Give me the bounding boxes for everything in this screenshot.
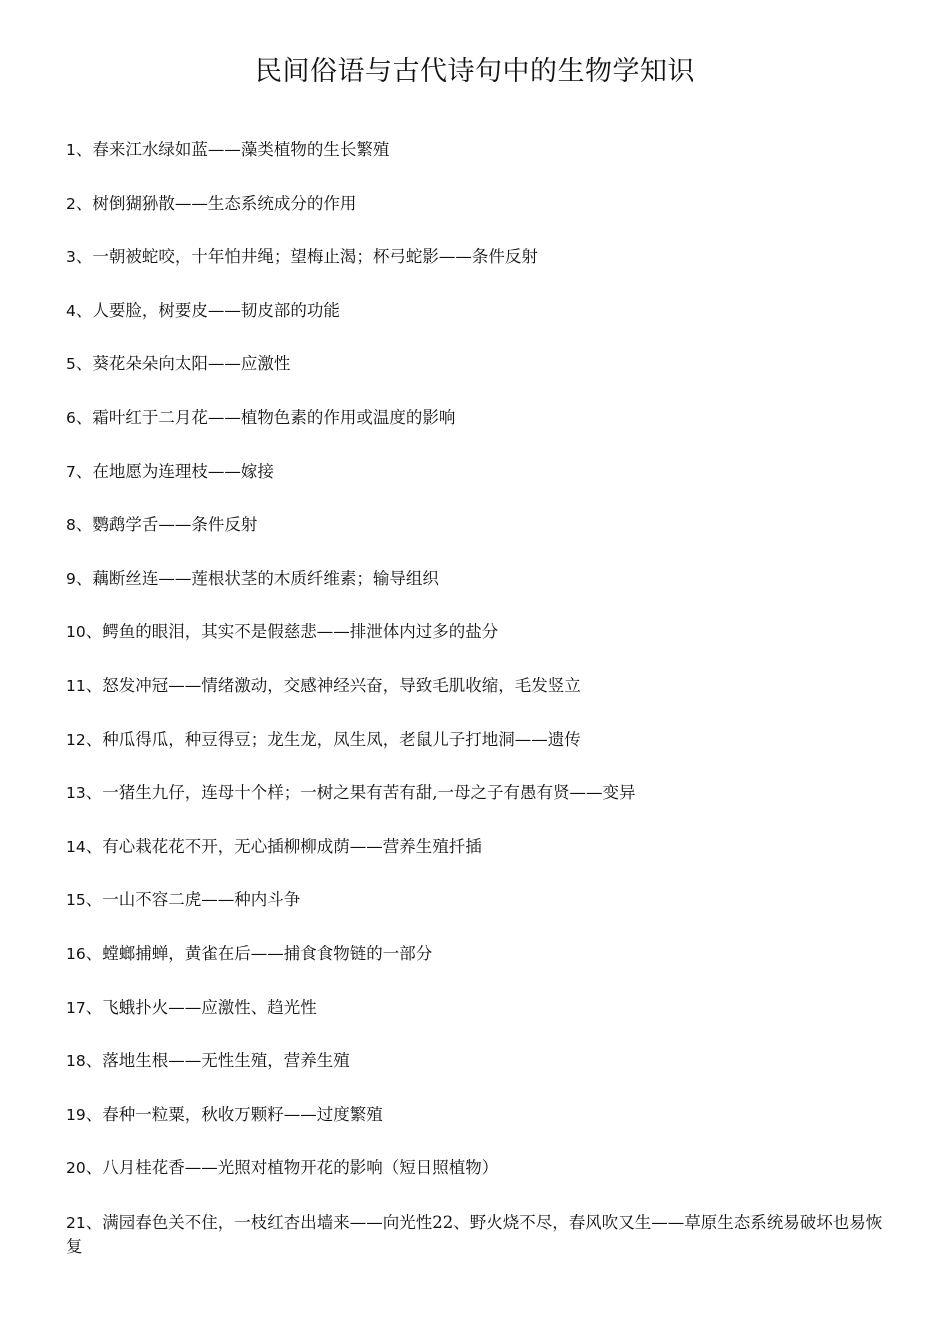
page-title: 民间俗语与古代诗句中的生物学知识 <box>255 56 695 87</box>
list-item <box>66 1205 896 1258</box>
item-text: 、满园春色关不住，一枝红杏出墙来——向光性22、野火烧不尽，春风吹又生——草原生态系统易破坏也易恢复 <box>66 1212 883 1256</box>
item-text: 、藕断丝连——莲根状茎的木质纤维素；输导组织 <box>75 568 439 588</box>
list-item <box>66 669 896 723</box>
list-item <box>66 883 896 937</box>
item-text: 、人要脸，树要皮——韧皮部的功能 <box>75 300 340 320</box>
item-number: 12 <box>66 730 86 749</box>
item-text: 、春来江水绿如蓝——藻类植物的生长繁殖 <box>75 140 390 159</box>
item-number: 14 <box>66 837 86 856</box>
item-number: 8 <box>66 516 76 535</box>
item-number: 21 <box>66 1213 86 1232</box>
item-number: 13 <box>66 784 86 803</box>
item-number: 3 <box>66 248 76 267</box>
list-item <box>66 830 896 884</box>
list-item <box>66 240 896 294</box>
list-item <box>66 723 896 777</box>
item-number: 17 <box>66 998 86 1017</box>
item-text: 、葵花朵朵向太阳——应激性 <box>75 354 291 374</box>
item-text: 、螳螂捕蝉，黄雀在后——捕食食物链的一部分 <box>85 943 433 963</box>
list-item <box>66 294 896 348</box>
item-number: 15 <box>66 891 86 910</box>
list-item <box>66 615 896 669</box>
item-text: 、在地愿为连理枝——嫁接 <box>75 461 274 481</box>
item-text: 、鳄鱼的眼泪，其实不是假慈悲——排泄体内过多的盐分 <box>85 622 499 642</box>
item-number: 2 <box>66 194 76 213</box>
item-number: 10 <box>66 623 86 642</box>
list-item <box>66 1151 896 1205</box>
item-text: 、春种一粒粟，秋收万颗籽——过度繁殖 <box>85 1104 383 1124</box>
item-text: 、八月桂花香——光照对植物开花的影响（短日照植物） <box>85 1158 499 1178</box>
item-text: 、怒发冲冠——情绪激动，交感神经兴奋，导致毛肌收缩，毛发竖立 <box>85 675 581 695</box>
item-number: 18 <box>66 1052 86 1071</box>
item-number: 19 <box>66 1105 86 1124</box>
item-text: 、落地生根——无性生殖，营养生殖 <box>85 1051 350 1071</box>
item-text: 、树倒猢狲散——生态系统成分的作用 <box>75 193 357 213</box>
item-text: 、一朝被蛇咬，十年怕井绳；望梅止渴；杯弓蛇影——条件反射 <box>75 247 538 267</box>
item-text: 、霜叶红于二月花——植物色素的作用或温度的影响 <box>75 407 456 427</box>
item-number: 1 <box>66 141 76 159</box>
item-text: 、一山不容二虎——种内斗争 <box>85 890 301 910</box>
list-item <box>66 1044 896 1098</box>
list-item <box>66 455 896 509</box>
item-text: 、鹦鹉学舌——条件反射 <box>75 515 258 535</box>
item-text: 、种瓜得瓜，种豆得豆；龙生龙，凤生凤，老鼠儿子打地洞——遗传 <box>85 729 581 749</box>
item-number: 7 <box>66 462 76 481</box>
item-text: 、有心栽花花不开，无心插柳柳成荫——营养生殖扦插 <box>85 836 482 856</box>
knowledge-list <box>66 133 896 1258</box>
list-item <box>66 133 896 187</box>
list-item <box>66 401 896 455</box>
list-item <box>66 347 896 401</box>
list-item <box>66 508 896 562</box>
item-number: 16 <box>66 944 86 963</box>
list-item <box>66 1098 896 1152</box>
item-number: 6 <box>66 408 76 427</box>
list-item <box>66 187 896 241</box>
item-number: 9 <box>66 569 76 588</box>
list-item <box>66 776 896 830</box>
item-number: 5 <box>66 355 76 374</box>
item-text: 、一猪生九仔，连母十个样；一树之果有苦有甜,一母之子有愚有贤——变异 <box>85 783 636 803</box>
item-number: 20 <box>66 1159 86 1178</box>
list-item <box>66 991 896 1045</box>
list-item <box>66 937 896 991</box>
item-text: 、飞蛾扑火——应激性、趋光性 <box>85 997 317 1017</box>
list-item <box>66 562 896 616</box>
item-number: 11 <box>66 676 86 695</box>
item-number: 4 <box>66 301 76 320</box>
